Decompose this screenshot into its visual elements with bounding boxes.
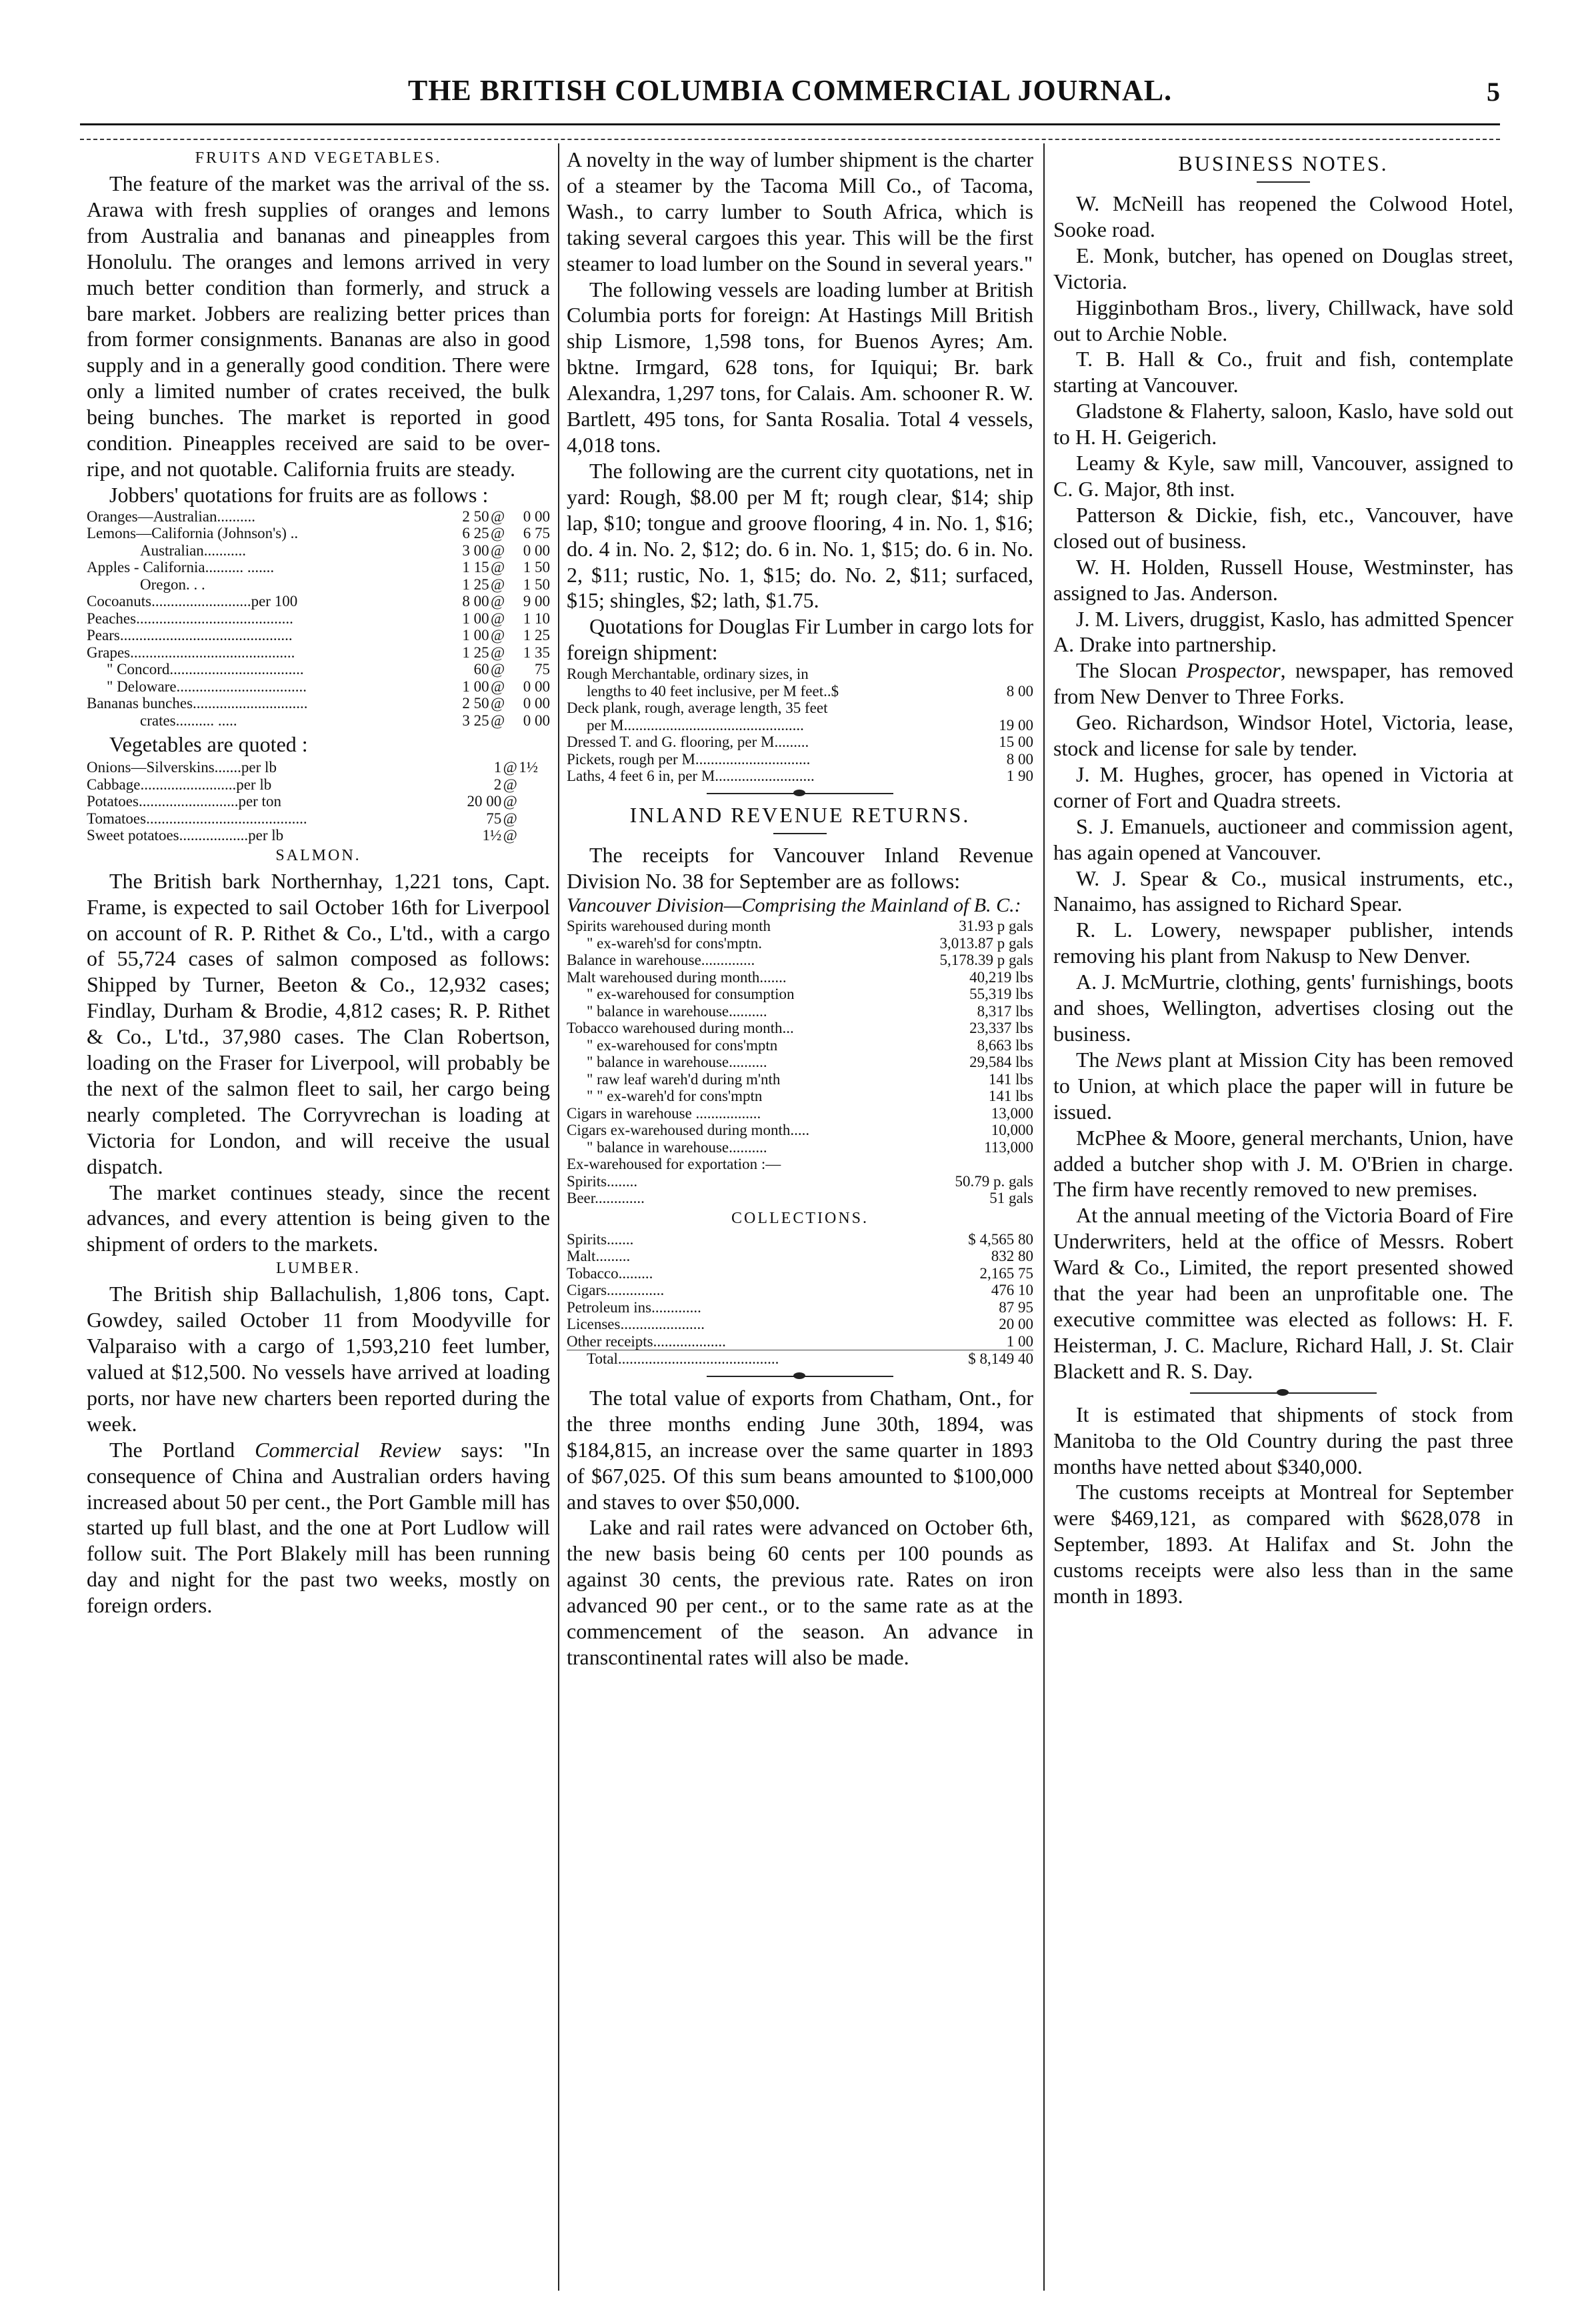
inland-revenue-heading: INLAND REVENUE RETURNS. bbox=[629, 802, 971, 827]
revenue-label: " balance in warehouse.......... bbox=[587, 1002, 767, 1020]
fruit-high: 0 00 bbox=[523, 712, 550, 729]
fruits-heading: FRUITS AND VEGETABLES. bbox=[195, 149, 442, 167]
fruit-label: Oranges—Australian.......... bbox=[87, 507, 255, 525]
revenue-label: " balance in warehouse.......... bbox=[587, 1138, 767, 1156]
table-row bbox=[87, 661, 550, 678]
table-row bbox=[567, 918, 1033, 935]
business-note: E. Monk, butcher, has opened on Douglas street, Victoria. bbox=[1053, 243, 1513, 293]
fir-value bbox=[981, 666, 1033, 683]
table-row bbox=[87, 759, 550, 776]
rail-rates-paragraph: Lake and rail rates were advanced on October 6th, the new basis being 60 cents per 100 pounds as against 30 cents, the previous rate. Rates on iron advanced 90 per cent., or to the same rate as at the commencement of the season. An advance in transcontinental rates will also be made. bbox=[567, 1515, 1033, 1669]
table-row bbox=[567, 1156, 1033, 1173]
business-note: At the annual meeting of the Victoria Board of Fire Underwriters, held at the office of Messrs. Robert Ward & Co., Limited, the report presented showed that the year had been an unprofitable one. The executive committee was elected as follows: H. F. Heisterman, J. C. Maclure, Richard Hall, J. St. Clair Blackett and R. S. Day. bbox=[1053, 1203, 1513, 1383]
veg-sep: @ bbox=[503, 827, 517, 844]
table-row bbox=[567, 717, 1033, 734]
fir-value: 8 00 bbox=[1006, 750, 1033, 768]
business-note: W. McNeill has reopened the Colwood Hotel, Sooke road. bbox=[1053, 191, 1513, 241]
revenue-value: 8,663 lbs bbox=[977, 1036, 1033, 1054]
fruit-high: 0 00 bbox=[523, 678, 550, 695]
inland-revenue-paragraph: The receipts for Vancouver Inland Revenue Division No. 38 for September are as follows: bbox=[567, 842, 1033, 893]
collection-label: Spirits....... bbox=[567, 1230, 634, 1248]
fruit-low: 1 25 bbox=[462, 575, 489, 593]
fruit-label: " Concord................................... bbox=[107, 661, 304, 678]
fir-value bbox=[981, 700, 1033, 717]
revenue-value: 31.93 p gals bbox=[959, 918, 1033, 935]
column-2 bbox=[567, 147, 1033, 1670]
text-run: The Slocan bbox=[1076, 658, 1187, 683]
revenue-value: 13,000 bbox=[991, 1104, 1033, 1122]
veg-low: 1½ bbox=[482, 827, 502, 844]
business-notes-heading: BUSINESS NOTES. bbox=[1178, 151, 1389, 175]
fruit-sep: @ bbox=[491, 593, 505, 610]
collection-value: $ 4,565 80 bbox=[968, 1230, 1033, 1248]
business-note bbox=[1053, 658, 1513, 710]
fruit-high: 1 50 bbox=[523, 559, 550, 576]
city-quotations-paragraph: The following are the current city quotations, net in yard: Rough, $8.00 per M ft; rough clear, $14; ship lap, $10; tongue and groove flooring, 4 in. No. 1, $16; do. 4 in. No. 2, $12; do. 6 in. No. 1, $15; do. 6 in. No. 2, $11; rustic, No. 1, $15; do. No. 2, $11; surfaced, $15; shingles, $2; lath, $1.75. bbox=[567, 458, 1033, 613]
collection-label: Licenses...................... bbox=[567, 1316, 705, 1333]
portland-review-paragraph bbox=[87, 1437, 550, 1618]
table-row bbox=[87, 559, 550, 576]
fir-label: Rough Merchantable, ordinary sizes, in bbox=[567, 666, 809, 683]
business-note: W. J. Spear & Co., musical instruments, etc., Nanaimo, has assigned to Richard Spear. bbox=[1053, 866, 1513, 916]
header-dashed-rule bbox=[80, 139, 1500, 140]
publication-title: News bbox=[1115, 1047, 1162, 1072]
table-row bbox=[567, 1054, 1033, 1071]
column-divider-1 bbox=[558, 143, 559, 2291]
fruit-low: 60 bbox=[473, 661, 489, 678]
fruit-sep: @ bbox=[491, 695, 505, 712]
veg-high bbox=[519, 793, 550, 810]
table-row bbox=[567, 1088, 1033, 1105]
business-note: Higginbotham Bros., livery, Chillwack, have sold out to Archie Noble. bbox=[1053, 295, 1513, 345]
revenue-value: 29,584 lbs bbox=[969, 1054, 1033, 1071]
table-row bbox=[567, 1248, 1033, 1265]
fruit-label: Grapes........................................... bbox=[87, 644, 295, 661]
table-row bbox=[567, 751, 1033, 768]
veg-high bbox=[519, 827, 550, 844]
column-3 bbox=[1053, 147, 1513, 1609]
collection-value: 20 00 bbox=[999, 1316, 1033, 1333]
fir-label: Dressed T. and G. flooring, per M......... bbox=[567, 734, 809, 751]
fruit-label: Bananas bunches.............................. bbox=[87, 695, 308, 712]
collections-total-label: Total.......................................... bbox=[567, 1350, 924, 1368]
fruit-low: 1 00 bbox=[462, 627, 489, 644]
table-row bbox=[567, 1020, 1033, 1037]
veg-low: 75 bbox=[486, 810, 502, 827]
fruit-high: 0 00 bbox=[523, 695, 550, 712]
fruit-low: 8 00 bbox=[462, 593, 489, 610]
table-row bbox=[87, 776, 550, 794]
collections-heading: COLLECTIONS. bbox=[731, 1209, 869, 1227]
business-note: T. B. Hall & Co., fruit and fish, contemplate starting at Vancouver. bbox=[1053, 347, 1513, 397]
revenue-label: " " ex-wareh'd for cons'mptn bbox=[587, 1088, 763, 1105]
collection-label: Petroleum ins............. bbox=[567, 1298, 701, 1316]
vessels-loading-paragraph: The following vessels are loading lumber at British Columbia ports for foreign: At Hastings Mill British ship Lismore, 1,598 tons, for Buenos Ayres; Am. bktne. Irmgard, 628 tons, for Iquiqui; Br. bark Alexandra, 1,297 tons, for Calais. Am. schooner R. W. Bartlett, 495 tons, for Santa Rosalia. Total 4 vessels, 4,018 tons. bbox=[567, 277, 1033, 457]
veg-label: Onions—Silverskins.......per lb bbox=[87, 759, 277, 776]
veg-high: 1½ bbox=[519, 759, 538, 776]
business-note: A. J. McMurtrie, clothing, gents' furnishings, boots and shoes, Wellington, advertises closing out the business. bbox=[1053, 970, 1513, 1046]
collection-value: 87 95 bbox=[999, 1298, 1033, 1316]
fruit-high: 1 50 bbox=[523, 575, 550, 593]
revenue-value bbox=[903, 1156, 1033, 1173]
revenue-value: 113,000 bbox=[984, 1138, 1033, 1156]
revenue-label: Cigars in warehouse ................. bbox=[567, 1104, 761, 1122]
fruit-high: 6 75 bbox=[523, 525, 550, 542]
fruit-low: 1 00 bbox=[462, 610, 489, 627]
short-rule bbox=[773, 833, 827, 834]
lumber-continued-paragraph: A novelty in the way of lumber shipment is the charter of a steamer by the Tacoma Mill Co., of Tacoma, Wash., to carry lumber to South Africa, which is taking several cargoes this year. This will be the first steamer to load lumber on the Sound in several years." bbox=[567, 147, 1033, 275]
revenue-label: Spirits warehoused during month bbox=[567, 918, 771, 935]
fir-value: 19 00 bbox=[999, 716, 1033, 734]
ornament-divider bbox=[1190, 1392, 1377, 1394]
revenue-value: 141 lbs bbox=[988, 1070, 1033, 1088]
collection-value: 832 80 bbox=[991, 1248, 1033, 1265]
table-row bbox=[567, 666, 1033, 683]
veg-low: 1 bbox=[493, 759, 502, 776]
ornament-divider bbox=[707, 1376, 893, 1377]
fruit-sep: @ bbox=[491, 644, 505, 661]
fruit-sep: @ bbox=[491, 661, 505, 678]
table-row bbox=[567, 1173, 1033, 1190]
table-row bbox=[567, 1350, 1033, 1368]
page-number: 5 bbox=[1487, 77, 1500, 107]
fir-lumber-intro: Quotations for Douglas Fir Lumber in cargo lots for foreign shipment: bbox=[567, 614, 1033, 665]
veg-label: Sweet potatoes..................per lb bbox=[87, 827, 284, 844]
table-row bbox=[567, 986, 1033, 1003]
chatham-exports-paragraph: The total value of exports from Chatham, Ont., for the three months ending June 30th, 1894, was $184,815, an increase over the same quarter in 1893 of $67,025. Of this sum beans amounted to $100,000 and staves to over $50,000. bbox=[567, 1385, 1033, 1514]
fir-label: per M............................................... bbox=[587, 716, 804, 734]
fruit-sep: @ bbox=[491, 610, 505, 627]
revenue-value: 5,178.39 p gals bbox=[939, 952, 1033, 969]
fruit-high: 9 00 bbox=[523, 593, 550, 610]
revenue-label: Malt warehoused during month....... bbox=[567, 968, 787, 986]
fruit-sep: @ bbox=[491, 559, 505, 576]
salmon-paragraph: The British bark Northernhay, 1,221 tons, Capt. Frame, is expected to sail October 16th for Liverpool on account of R. P. Rithet & Co., L'td., with a cargo of 55,724 cases of salmon composed as follows: Shipped by Turner, Beeton & Co., 12,932 cases; Findlay, Durham & Brodie, 4,812 cases; R. P. Rithet & Co., L'td., 37,980 cases. The Clan Robertson, loading on the Fraser for Liverpool, will probably be the next of the salmon fleet to sail, her cargo being nearly completed. The Corryvrechan is loading at Victoria for London, and will receive the usual dispatch. bbox=[87, 868, 550, 1178]
business-note: McPhee & Moore, general merchants, Union, have added a butcher shop with J. M. O'Brien in charge. The firm have recently removed to new premises. bbox=[1053, 1125, 1513, 1202]
fruit-sep: @ bbox=[491, 678, 505, 695]
business-note: Geo. Richardson, Windsor Hotel, Victoria, lease, stock and license for sale by tender. bbox=[1053, 710, 1513, 761]
revenue-label: " ex-warehoused for cons'mptn bbox=[587, 1036, 778, 1054]
vegetables-intro: Vegetables are quoted : bbox=[109, 732, 308, 757]
table-row bbox=[567, 768, 1033, 785]
fruits-paragraph: The feature of the market was the arrival of the ss. Arawa with fresh supplies of oranges and lemons from Australia and bananas and pineapples from Honolulu. The oranges and lemons arrived in very much better condition than formerly, and struck a bare market. Jobbers are realizing better prices than from former consignments. Bananas are also in good supply and in a generally good condition. There were only a limited number of crates received, the bulk being bunches. The market is reported in good condition. Pineapples received are said to be over-ripe, and not quotable. California fruits are steady. bbox=[87, 171, 550, 481]
table-row bbox=[567, 734, 1033, 751]
fir-value: 1 90 bbox=[1006, 768, 1033, 785]
fruit-label: " Deloware.................................. bbox=[107, 678, 307, 695]
table-row bbox=[87, 610, 550, 628]
table-row bbox=[567, 1333, 1033, 1350]
table-row bbox=[567, 969, 1033, 986]
veg-label: Potatoes..........................per ton bbox=[87, 793, 281, 810]
fruit-low: 6 25 bbox=[462, 525, 489, 542]
veg-label: Tomatoes.......................................... bbox=[87, 810, 307, 827]
revenue-value: 141 lbs bbox=[988, 1088, 1033, 1105]
business-note: S. J. Emanuels, auctioneer and commission agent, has again opened at Vancouver. bbox=[1053, 814, 1513, 864]
business-note: Gladstone & Flaherty, saloon, Kaslo, have sold out to H. H. Geigerich. bbox=[1053, 399, 1513, 449]
vegetable-price-table bbox=[87, 759, 550, 844]
revenue-label: Beer............. bbox=[567, 1190, 645, 1207]
fruit-high: 0 00 bbox=[523, 507, 550, 525]
veg-low: 2 bbox=[493, 776, 502, 793]
collections-table bbox=[567, 1231, 1033, 1368]
table-row bbox=[567, 1316, 1033, 1333]
table-row bbox=[87, 810, 550, 828]
fruit-sep: @ bbox=[491, 575, 505, 593]
fruit-price-table bbox=[87, 508, 550, 730]
fruit-high: 0 00 bbox=[523, 541, 550, 559]
revenue-label: " ex-wareh'sd for cons'mptn. bbox=[587, 934, 762, 952]
revenue-label: " raw leaf wareh'd during m'nth bbox=[587, 1070, 781, 1088]
fruit-low: 3 25 bbox=[462, 712, 489, 729]
table-row bbox=[87, 712, 550, 730]
business-note: Leamy & Kyle, saw mill, Vancouver, assigned to C. G. Major, 8th inst. bbox=[1053, 451, 1513, 501]
fir-lumber-table bbox=[567, 666, 1033, 785]
business-note bbox=[1053, 1047, 1513, 1125]
column-1 bbox=[87, 147, 550, 1618]
collection-label: Tobacco......... bbox=[567, 1264, 653, 1282]
veg-label: Cabbage.........................per lb bbox=[87, 776, 272, 793]
veg-high bbox=[519, 810, 550, 828]
table-row bbox=[87, 644, 550, 662]
text-run: The bbox=[1076, 1047, 1116, 1072]
fruit-low: 2 50 bbox=[462, 695, 489, 712]
revenue-label: Ex-warehoused for exportation :— bbox=[567, 1156, 781, 1173]
fruit-low: 2 50 bbox=[462, 507, 489, 525]
stock-shipments-paragraph: It is estimated that shipments of stock from Manitoba to the Old Country during the past three months have netted about $340,000. bbox=[1053, 1402, 1513, 1478]
fruit-low: 1 15 bbox=[462, 559, 489, 576]
revenue-label: Spirits........ bbox=[567, 1172, 638, 1190]
business-note: J. M. Livers, druggist, Kaslo, has admitted Spencer A. Drake into partnership. bbox=[1053, 606, 1513, 657]
publication-title: Prospector bbox=[1186, 658, 1281, 683]
table-row bbox=[567, 683, 1033, 700]
revenue-value: 10,000 bbox=[991, 1122, 1033, 1139]
revenue-label: Tobacco warehoused during month... bbox=[567, 1020, 794, 1037]
text-run: plant at Mission City has been removed to Union, at which place the paper will in future be issued. bbox=[1053, 1047, 1514, 1124]
table-row bbox=[567, 700, 1033, 717]
table-row bbox=[87, 827, 550, 844]
table-row bbox=[567, 935, 1033, 952]
fruit-sep: @ bbox=[491, 541, 505, 559]
text-run: , newspaper, has removed from New Denver to Three Forks. bbox=[1053, 658, 1514, 709]
page-header bbox=[80, 73, 1500, 120]
fruit-high: 1 35 bbox=[523, 644, 550, 661]
masthead: THE BRITISH COLUMBIA COMMERCIAL JOURNAL. bbox=[407, 74, 1173, 107]
veg-low: 20 00 bbox=[467, 793, 502, 810]
fruit-label: Oregon. . . bbox=[140, 575, 205, 593]
business-note: W. H. Holden, Russell House, Westminster, has assigned to Jas. Anderson. bbox=[1053, 554, 1513, 605]
ornament-divider bbox=[707, 793, 893, 794]
revenue-value: 50.79 p. gals bbox=[955, 1172, 1033, 1190]
fir-value: 8 00 bbox=[1006, 682, 1033, 700]
fruit-label: crates.......... ..... bbox=[140, 712, 237, 729]
collection-label: Cigars............... bbox=[567, 1282, 665, 1299]
collection-value: 476 10 bbox=[991, 1282, 1033, 1299]
table-row bbox=[87, 525, 550, 542]
collection-label: Other receipts................... bbox=[567, 1332, 726, 1350]
text-run: The Portland bbox=[109, 1437, 255, 1462]
fir-label: lengths to 40 feet inclusive, per M feet..$ bbox=[587, 682, 839, 700]
fir-label: Laths, 4 feet 6 in, per M.......................... bbox=[567, 768, 815, 785]
fruit-high: 75 bbox=[535, 661, 550, 678]
short-rule bbox=[1257, 181, 1310, 183]
salmon-heading: SALMON. bbox=[275, 846, 361, 864]
table-row bbox=[87, 576, 550, 594]
business-note: R. L. Lowery, newspaper publisher, intends removing his plant from Nakusp to New Denver. bbox=[1053, 918, 1513, 968]
revenue-label: Balance in warehouse.............. bbox=[567, 952, 755, 969]
veg-high bbox=[519, 776, 550, 794]
division-subheading: Vancouver Division—Comprising the Mainland of B. C.: bbox=[567, 894, 1021, 917]
collections-total-value: $ 8,149 40 bbox=[924, 1350, 1033, 1368]
table-row bbox=[567, 1265, 1033, 1282]
fruit-label: Lemons—California (Johnson's) .. bbox=[87, 525, 299, 542]
fir-value: 15 00 bbox=[999, 734, 1033, 751]
table-row bbox=[567, 1105, 1033, 1122]
fruit-sep: @ bbox=[491, 712, 505, 729]
revenue-label: " ex-warehoused for consumption bbox=[587, 986, 795, 1003]
table-row bbox=[567, 1282, 1033, 1299]
column-divider-2 bbox=[1043, 143, 1045, 2291]
business-note: Patterson & Dickie, fish, etc., Vancouver, have closed out of business. bbox=[1053, 502, 1513, 553]
revenue-label: " balance in warehouse.......... bbox=[587, 1054, 767, 1071]
revenue-value: 8,317 lbs bbox=[977, 1002, 1033, 1020]
fruit-sep: @ bbox=[491, 507, 505, 525]
veg-sep: @ bbox=[503, 759, 517, 776]
fruit-low: 3 00 bbox=[462, 541, 489, 559]
publication-title: Commercial Review bbox=[255, 1437, 441, 1462]
revenue-table bbox=[567, 918, 1033, 1207]
table-row bbox=[567, 1037, 1033, 1054]
fruits-quotations-intro: Jobbers' quotations for fruits are as follows : bbox=[109, 482, 489, 507]
collection-value: 1 00 bbox=[1006, 1332, 1033, 1350]
table-row bbox=[87, 508, 550, 525]
fir-label: Pickets, rough per M.............................. bbox=[567, 750, 811, 768]
veg-sep: @ bbox=[503, 810, 517, 827]
table-row bbox=[87, 793, 550, 810]
table-row bbox=[87, 678, 550, 696]
revenue-value: 51 gals bbox=[989, 1190, 1033, 1207]
revenue-value: 40,219 lbs bbox=[969, 968, 1033, 986]
table-row bbox=[567, 952, 1033, 969]
table-row bbox=[567, 1003, 1033, 1020]
customs-receipts-paragraph: The customs receipts at Montreal for September were $469,121, as compared with $628,078 in September, 1893. At Halifax and St. John the customs receipts were also less than in the same month in 1893. bbox=[1053, 1480, 1513, 1608]
revenue-value: 55,319 lbs bbox=[969, 986, 1033, 1003]
table-row bbox=[567, 1190, 1033, 1207]
fruit-low: 1 25 bbox=[462, 644, 489, 661]
fruit-label: Peaches......................................... bbox=[87, 610, 293, 627]
header-rule bbox=[80, 123, 1500, 125]
table-row bbox=[567, 1071, 1033, 1088]
fruit-label: Pears............................................. bbox=[87, 627, 293, 644]
table-row bbox=[87, 695, 550, 712]
fruit-low: 1 00 bbox=[462, 678, 489, 695]
fruit-high: 1 25 bbox=[523, 627, 550, 644]
fruit-sep: @ bbox=[491, 525, 505, 542]
veg-sep: @ bbox=[503, 776, 517, 793]
table-row bbox=[567, 1139, 1033, 1156]
fruit-label: Australian........... bbox=[140, 541, 247, 559]
table-row bbox=[87, 593, 550, 610]
lumber-heading: LUMBER. bbox=[275, 1260, 361, 1278]
table-row bbox=[567, 1231, 1033, 1248]
revenue-value: 3,013.87 p gals bbox=[939, 934, 1033, 952]
table-row bbox=[87, 627, 550, 644]
collection-label: Malt......... bbox=[567, 1248, 631, 1265]
revenue-label: Cigars ex-warehoused during month..... bbox=[567, 1122, 810, 1139]
table-row bbox=[87, 542, 550, 559]
fruit-label: Cocoanuts..........................per 100 bbox=[87, 593, 298, 610]
text-run: says: "In consequence of China and Australian orders having increased about 50 per cent., the Port Gamble mill has started up full blast, and the one at Port Ludlow will follow suit. The Port Blakely mill has been running day and night for the past two weeks, mostly on foreign orders. bbox=[87, 1437, 550, 1618]
table-row bbox=[567, 1299, 1033, 1316]
veg-sep: @ bbox=[503, 793, 517, 810]
fruit-label: Apples - California.......... ....... bbox=[87, 559, 275, 576]
fruit-high: 1 10 bbox=[523, 610, 550, 627]
lumber-paragraph: The British ship Ballachulish, 1,806 tons, Capt. Gowdey, sailed October 11 from Moodyville for Valparaiso with a cargo of 1,593,210 feet lumber, valued at $12,500. No vessels have arrived at loading ports, nor have new charters been reported during the week. bbox=[87, 1282, 550, 1436]
business-note: J. M. Hughes, grocer, has opened in Victoria at corner of Fort and Quadra streets. bbox=[1053, 762, 1513, 812]
salmon-market-paragraph: The market continues steady, since the recent advances, and every attention is being given to the shipment of orders to the markets. bbox=[87, 1180, 550, 1256]
fir-label: Deck plank, rough, average length, 35 feet bbox=[567, 700, 828, 717]
fruit-sep: @ bbox=[491, 627, 505, 644]
collection-value: 2,165 75 bbox=[979, 1264, 1033, 1282]
table-row bbox=[567, 1122, 1033, 1139]
revenue-value: 23,337 lbs bbox=[969, 1020, 1033, 1037]
